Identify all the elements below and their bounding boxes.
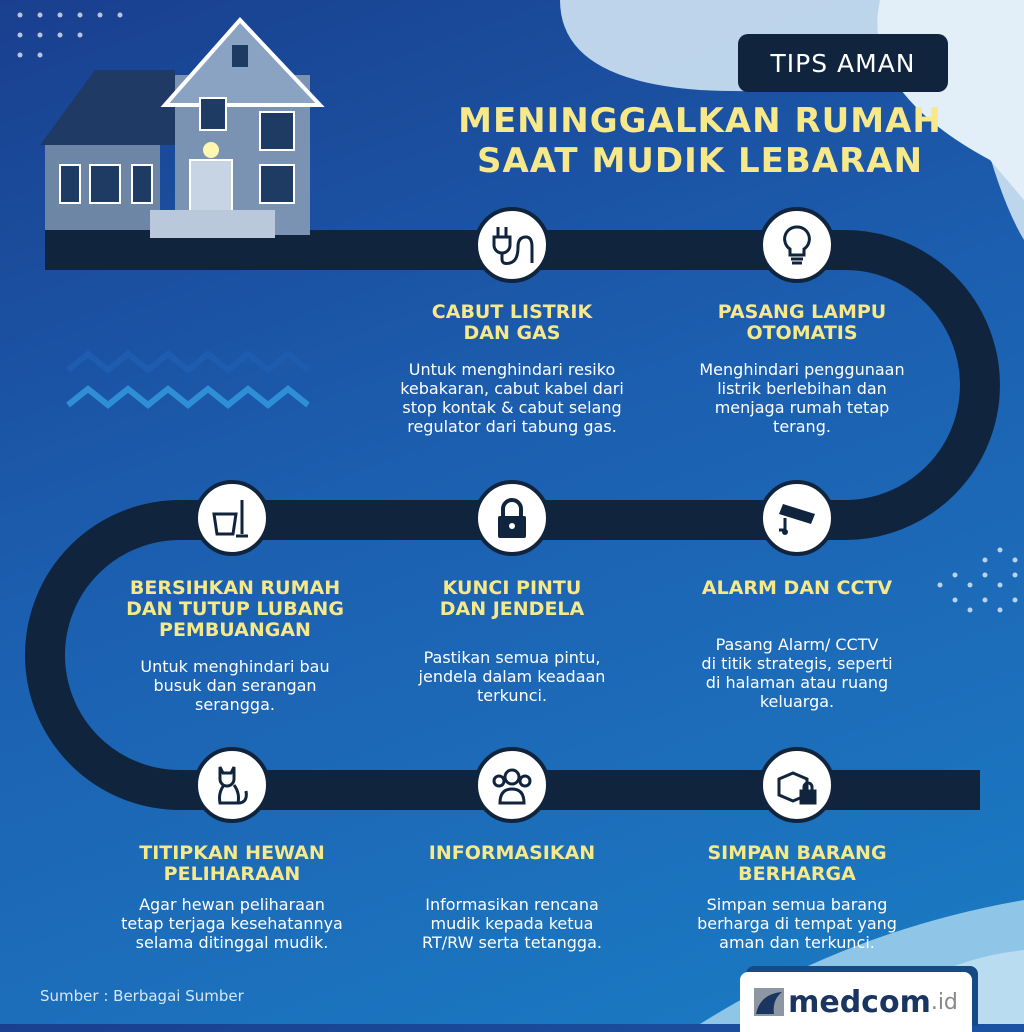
tip-text: Simpan semua barang: [706, 895, 888, 914]
tip-title: PEMBUANGAN: [159, 619, 311, 641]
zigzag-decoration: [68, 354, 308, 370]
tip-titipkan-hewan: [92, 843, 372, 952]
tip-title: TITIPKAN HEWAN: [139, 842, 325, 864]
house-illustration: [40, 20, 320, 238]
tip-alarm-cctv: [657, 578, 937, 711]
tip-text: Untuk menghindari resiko: [408, 360, 616, 379]
tip-text: menjaga rumah tetap: [714, 398, 890, 417]
source-note: Sumber : Berbagai Sumber: [40, 987, 244, 1005]
bucket-mop-icon: [194, 480, 270, 556]
padlock-icon: [474, 480, 550, 556]
tip-informasikan: [372, 843, 652, 952]
tip-kunci-pintu: [372, 578, 652, 705]
title-line-1: MENINGGALKAN RUMAH: [458, 101, 942, 141]
cctv-icon: [759, 480, 835, 556]
tip-text: di halaman atau ruang: [705, 673, 889, 692]
tip-title: BERHARGA: [738, 863, 856, 885]
tip-cabut-listrik: [372, 302, 652, 436]
tip-title: INFORMASIKAN: [428, 842, 596, 864]
tip-title: KUNCI PINTU: [442, 577, 582, 599]
tip-title: DAN TUTUP LUBANG: [126, 598, 344, 620]
tip-text: Untuk menghindari bau: [140, 657, 330, 676]
tip-title: SIMPAN BARANG: [707, 842, 887, 864]
medcom-logo: [740, 972, 972, 1032]
tip-text: listrik berlebihan dan: [717, 379, 887, 398]
tip-text: terkunci.: [476, 686, 548, 705]
tip-title: DAN JENDELA: [439, 598, 585, 620]
box-lock-icon: [759, 747, 835, 823]
tip-text: RT/RW serta tetangga.: [422, 933, 602, 952]
tips-aman-badge: TIPS AMAN: [738, 34, 948, 92]
tip-bersihkan-rumah: [95, 578, 375, 714]
tip-text: terang.: [773, 417, 831, 436]
eagle-logo-icon: [754, 988, 784, 1016]
people-icon: [474, 747, 550, 823]
tip-title: BERSIHKAN RUMAH: [129, 577, 341, 599]
logo-suffix-text: .id: [930, 989, 958, 1015]
tip-text: Pastikan semua pintu,: [423, 648, 601, 667]
tip-simpan-barang: [657, 843, 937, 952]
tip-text: aman dan terkunci.: [719, 933, 875, 952]
cat-icon: [194, 747, 270, 823]
tip-text: mudik kepada ketua: [430, 914, 594, 933]
tip-text: kebakaran, cabut kabel dari: [400, 379, 624, 398]
tip-text: selama ditinggal mudik.: [135, 933, 329, 952]
tip-pasang-lampu: [662, 302, 942, 436]
tip-text: jendela dalam keadaan: [418, 667, 606, 686]
tip-text: tetap terjaga kesehatannya: [121, 914, 343, 933]
tip-text: serangga.: [195, 695, 275, 714]
tip-text: di titik strategis, seperti: [701, 654, 893, 673]
lightbulb-icon: [759, 207, 835, 283]
tip-text: Informasikan rencana: [425, 895, 599, 914]
plug-icon: [474, 207, 550, 283]
tip-text: Menghindari penggunaan: [699, 360, 905, 379]
title-line-2: SAAT MUDIK LEBARAN: [476, 141, 924, 181]
tip-text: busuk dan serangan: [153, 676, 317, 695]
tip-title: CABUT LISTRIK: [431, 301, 593, 323]
tip-title: ALARM DAN CCTV: [701, 577, 893, 599]
tip-text: stop kontak & cabut selang: [402, 398, 622, 417]
tip-text: keluarga.: [759, 692, 835, 711]
tip-title: OTOMATIS: [746, 322, 858, 344]
tip-title: PASANG LAMPU: [717, 301, 887, 323]
logo-main-text: medcom: [788, 984, 931, 1020]
tip-text: regulator dari tabung gas.: [407, 417, 617, 436]
tip-text: Agar hewan peliharaan: [139, 895, 325, 914]
tip-title: PELIHARAAN: [163, 863, 301, 885]
tip-title: DAN GAS: [463, 322, 561, 344]
tip-text: Pasang Alarm/ CCTV: [715, 635, 879, 654]
tip-text: berharga di tempat yang: [697, 914, 897, 933]
